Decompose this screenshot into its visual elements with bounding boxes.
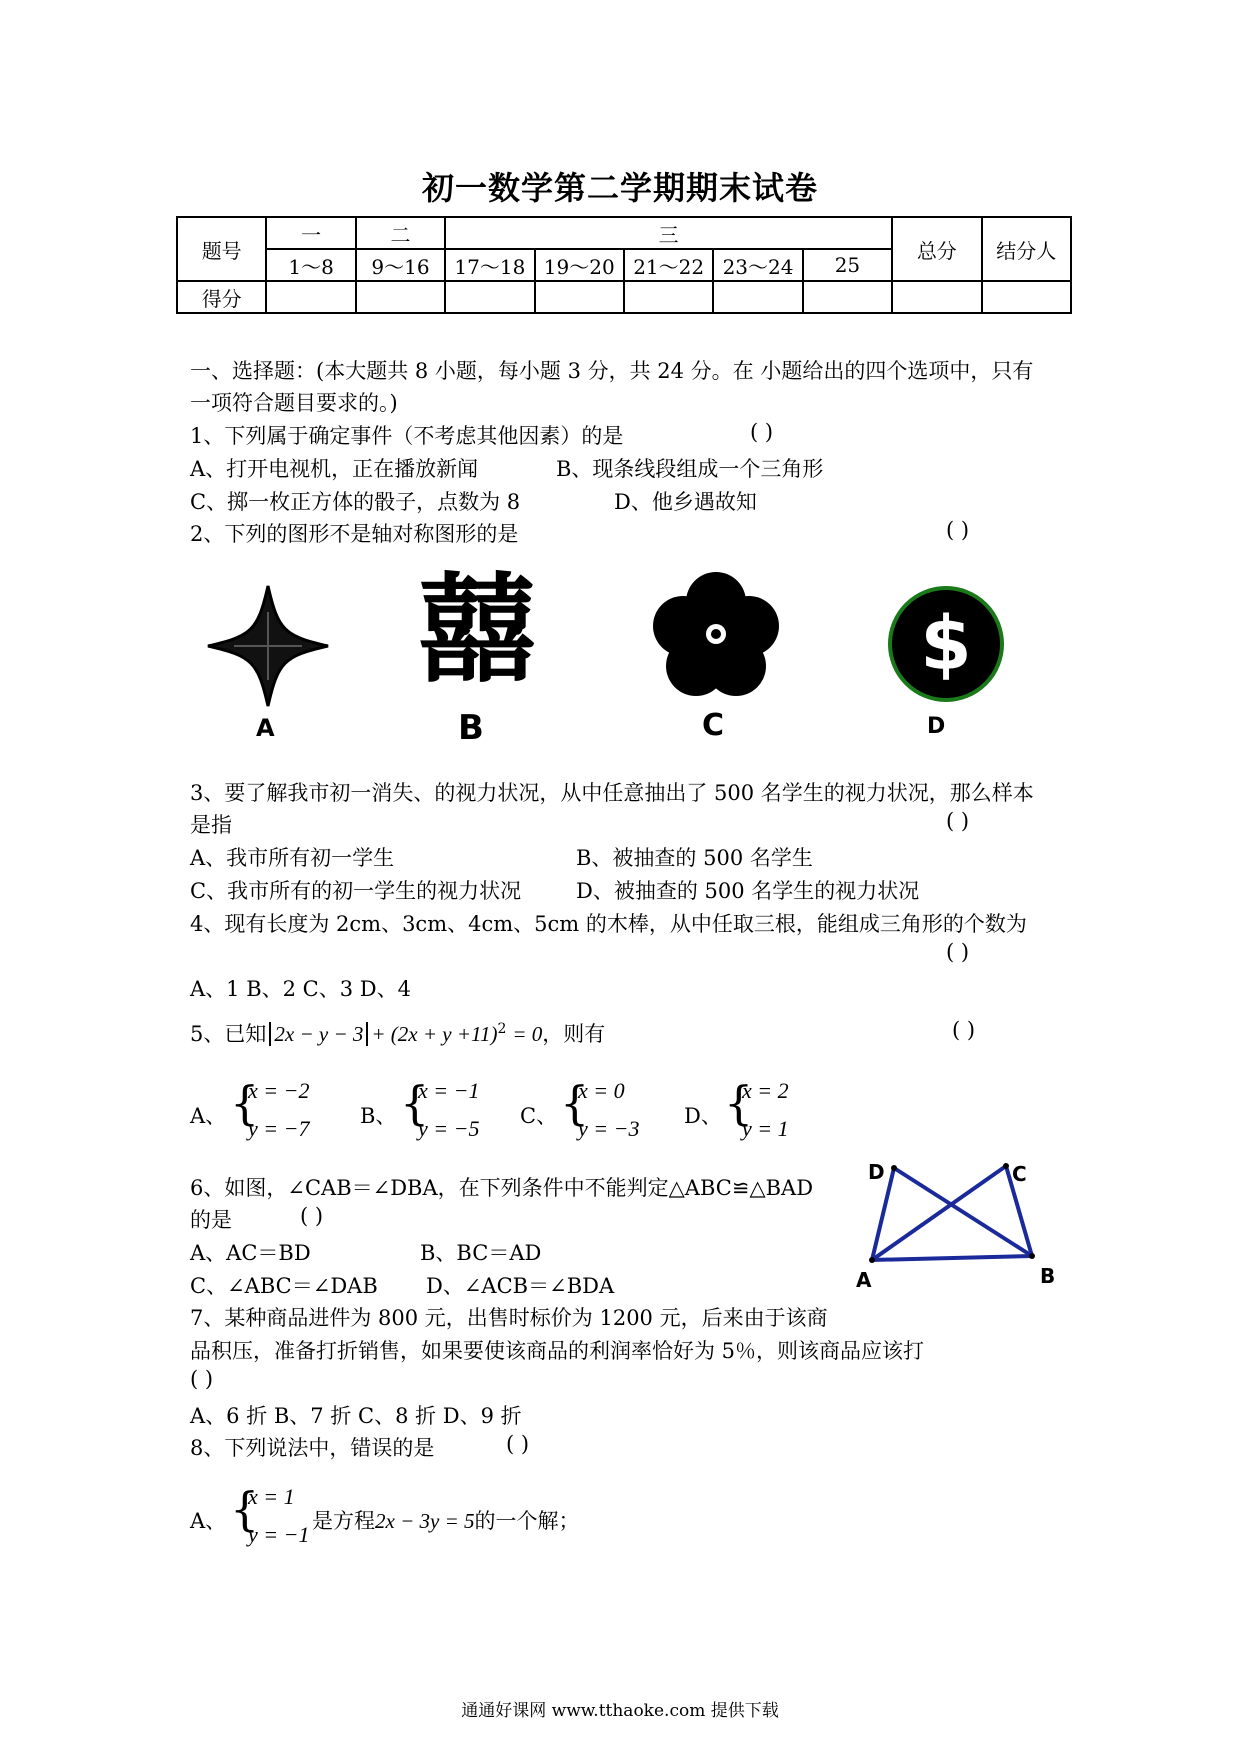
q6-option-c: C、∠ABC＝∠DAB xyxy=(190,1274,378,1298)
q4-options: A、1 B、2 C、3 D、4 xyxy=(190,977,411,1001)
q3-stem: 3、要了解我市初一消失、的视力状况，从中任意抽出了 500 名学生的视力状况，那么样本 xyxy=(190,781,1034,805)
score-cell[interactable] xyxy=(445,281,534,313)
q3-option-b: B、被抽查的 500 名学生 xyxy=(576,846,813,870)
q1-option-b: B、现条线段组成一个三角形 xyxy=(556,457,824,481)
equation-row: y = −7 xyxy=(248,1116,310,1141)
q5-abs-expression: 2x − y − 3 xyxy=(269,1022,368,1046)
q6-answer-blank[interactable]: ( ) xyxy=(300,1204,324,1228)
q8-answer-blank[interactable]: ( ) xyxy=(506,1432,530,1456)
q5-rhs: = 0 xyxy=(512,1022,543,1046)
q8-stem: 8、下列说法中，错误的是 xyxy=(190,1436,435,1460)
q6-stem-cont: 的是 xyxy=(190,1208,232,1232)
q5-option-d-label: D、 xyxy=(684,1104,722,1128)
q6-option-a: A、AC＝BD xyxy=(190,1241,311,1265)
range-cell: 23～24 xyxy=(713,249,802,281)
range-cell: 25 xyxy=(803,249,892,281)
brace-icon: { xyxy=(560,1076,590,1130)
brace-icon: { xyxy=(724,1076,754,1130)
page-footer: 通通好课网 www.tthaoke.com 提供下载 xyxy=(461,1701,779,1721)
score-cell[interactable] xyxy=(266,281,355,313)
score-table xyxy=(176,216,1072,314)
q1-answer-blank[interactable]: ( ) xyxy=(750,420,774,444)
q4-stem: 4、现有长度为 2cm、3cm、4cm、5cm 的木棒，从中任取三根，能组成三角形的个数为 xyxy=(190,912,1027,936)
figure-label-d: D xyxy=(868,1160,885,1184)
score-cell[interactable] xyxy=(892,281,981,313)
q2-answer-blank[interactable]: ( ) xyxy=(946,518,970,542)
q5-prefix: 5、已知 xyxy=(190,1022,267,1046)
q3-answer-blank[interactable]: ( ) xyxy=(946,809,970,833)
score-cell[interactable] xyxy=(356,281,445,313)
q2-label-c: C xyxy=(702,708,725,743)
q6-triangle-figure xyxy=(860,1160,1070,1280)
section-heading: 一、选择题：(本大题共 8 小题，每小题 3 分，共 24 分。在 小题给出的四个选项中，只有 xyxy=(190,359,1034,383)
q6-option-b: B、BC＝AD xyxy=(420,1241,542,1265)
q1-option-c: C、掷一枚正方体的骰子，点数为 8 xyxy=(190,490,521,514)
brace-icon: { xyxy=(230,1076,260,1130)
q2-label-b: B xyxy=(458,708,484,748)
q3-option-d: D、被抽查的 500 名学生的视力状况 xyxy=(576,879,920,903)
q2-stem: 2、下列的图形不是轴对称图形的是 xyxy=(190,522,519,546)
part-two-header: 二 xyxy=(356,217,445,249)
q8-suffix: 的一个解； xyxy=(474,1509,580,1533)
q1-stem: 1、下列属于确定事件（不考虑其他因素）的是 xyxy=(190,424,624,448)
figure-label-a: A xyxy=(856,1268,872,1292)
score-table-header: 题号 xyxy=(177,217,266,281)
q5-option-a-label: A、 xyxy=(190,1104,227,1128)
equation-row: y = −3 xyxy=(578,1116,640,1141)
q7-answer-blank[interactable]: ( ) xyxy=(190,1367,214,1391)
q2-figure-c xyxy=(648,568,784,704)
equation-row: y = −1 xyxy=(248,1522,310,1547)
q7-options: A、6 折 B、7 折 C、8 折 D、9 折 xyxy=(190,1404,522,1428)
q8-text: 是方程 xyxy=(312,1509,375,1533)
dollar-icon: $ xyxy=(920,601,972,687)
brace-icon: { xyxy=(230,1482,260,1536)
q5-option-b-label: B、 xyxy=(360,1104,397,1128)
brace-icon: { xyxy=(400,1076,430,1130)
q7-stem: 7、某种商品进件为 800 元，出售时标价为 1200 元，后来由于该商 xyxy=(190,1306,828,1330)
q1-option-a: A、打开电视机，正在播放新闻 xyxy=(190,457,479,481)
figure-label-b: B xyxy=(1040,1264,1056,1288)
q6-option-d: D、∠ACB＝∠BDA xyxy=(426,1274,615,1298)
q5-option-c-label: C、 xyxy=(520,1104,558,1128)
score-label: 得分 xyxy=(177,281,266,313)
total-header: 总分 xyxy=(892,217,981,281)
part-three-header: 三 xyxy=(445,217,892,249)
q5-stem xyxy=(190,1018,605,1048)
score-cell[interactable] xyxy=(982,281,1071,313)
equation-row: y = 1 xyxy=(742,1116,789,1141)
q3-stem-cont: 是指 xyxy=(190,813,232,837)
equation-row: y = −5 xyxy=(418,1116,480,1141)
q5-exponent: 2 xyxy=(497,1021,507,1037)
q8-equation: 2x − 3y = 5 xyxy=(375,1509,475,1533)
q6-stem: 6、如图，∠CAB＝∠DBA，在下列条件中不能判定△ABC≌△BAD xyxy=(190,1176,814,1200)
q2-figure-a xyxy=(204,582,332,710)
q3-option-a: A、我市所有初一学生 xyxy=(190,846,395,870)
q2-label-a: A xyxy=(256,714,275,742)
page-title: 初一数学第二学期期末试卷 xyxy=(421,169,818,207)
q2-figure-b: 囍 xyxy=(418,561,537,699)
q1-option-d: D、他乡遇故知 xyxy=(614,490,757,514)
score-cell[interactable] xyxy=(713,281,802,313)
q8-option-a-text xyxy=(312,1505,579,1535)
part-one-header: 一 xyxy=(266,217,355,249)
score-cell[interactable] xyxy=(624,281,713,313)
q8-option-a-label: A、 xyxy=(190,1509,227,1533)
q3-option-c: C、我市所有的初一学生的视力状况 xyxy=(190,879,522,903)
equation-row: x = −1 xyxy=(418,1078,480,1103)
q5-suffix: ，则有 xyxy=(542,1022,606,1046)
range-cell: 19～20 xyxy=(535,249,624,281)
q5-square-expression: + (2x + y +11) xyxy=(371,1022,498,1046)
range-cell: 17～18 xyxy=(445,249,534,281)
equation-row: x = −2 xyxy=(248,1078,310,1103)
equation-row: x = 2 xyxy=(742,1078,789,1103)
score-cell[interactable] xyxy=(803,281,892,313)
section-heading-cont: 一项符合题目要求的。) xyxy=(190,391,398,415)
equation-row: x = 1 xyxy=(248,1484,295,1509)
q5-answer-blank[interactable]: ( ) xyxy=(952,1018,976,1042)
score-cell[interactable] xyxy=(535,281,624,313)
q2-label-d: D xyxy=(927,714,946,739)
q4-answer-blank[interactable]: ( ) xyxy=(946,940,970,964)
grader-header: 结分人 xyxy=(982,217,1071,281)
q7-stem-cont: 品积压，准备打折销售，如果要使该商品的利润率恰好为 5％，则该商品应该打 xyxy=(190,1339,925,1363)
range-cell: 9～16 xyxy=(356,249,445,281)
range-cell: 21～22 xyxy=(624,249,713,281)
equation-row: x = 0 xyxy=(578,1078,625,1103)
figure-label-c: C xyxy=(1012,1162,1027,1186)
range-cell: 1～8 xyxy=(266,249,355,281)
